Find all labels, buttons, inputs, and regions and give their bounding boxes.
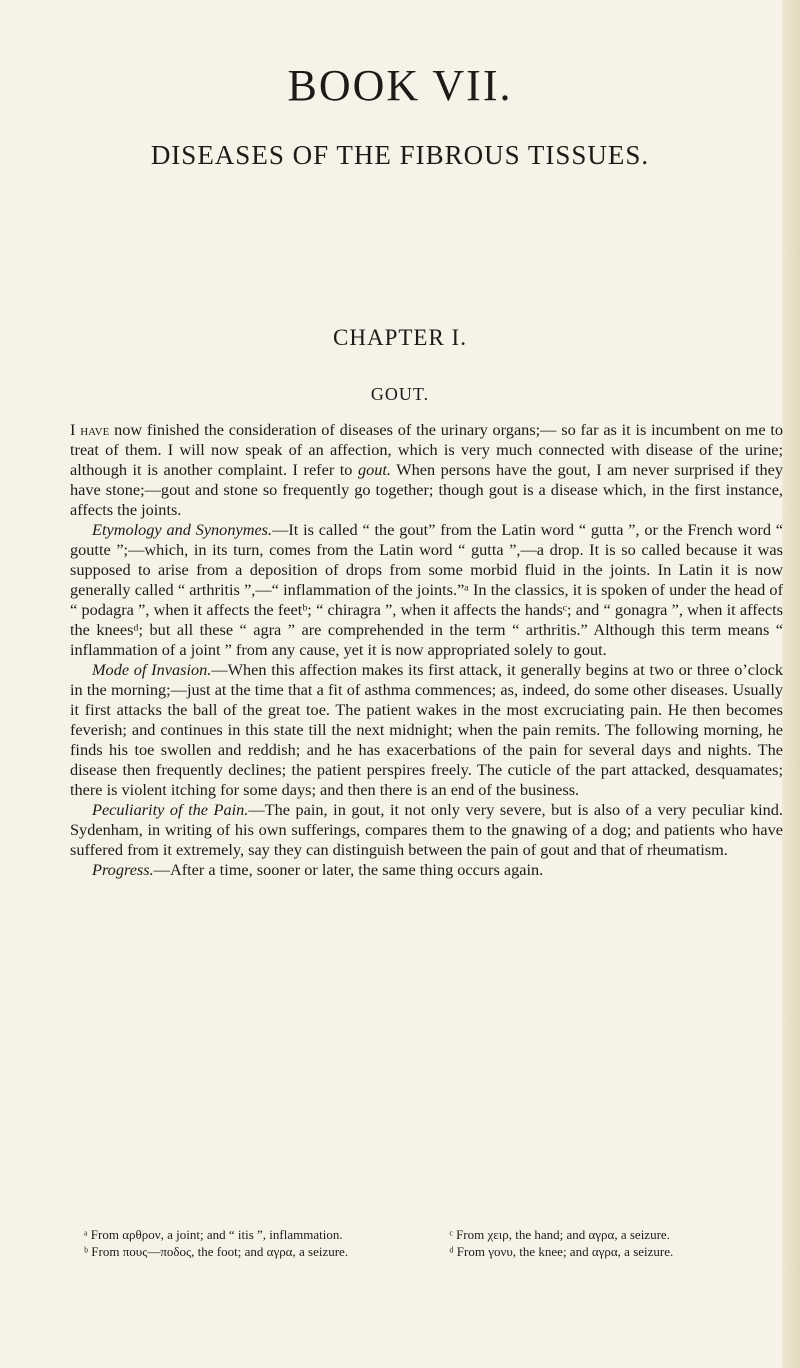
paragraph-pain: [70, 800, 783, 860]
intro-tail: When persons have the gout, I am never surprised if they have stone;—gout and stone so frequently go together; though gout is a disease which, in the first instance, affects the joints.: [70, 460, 784, 519]
footnotes-left: [70, 1226, 418, 1260]
footnotes-right: [436, 1226, 784, 1260]
book-title: BOOK VII.: [287, 61, 513, 110]
paragraph-progress: [70, 860, 783, 880]
pain-heading: Peculiarity of the Pain.: [92, 800, 249, 819]
page-edge: [782, 0, 800, 1368]
chapter-subject: GOUT.: [370, 384, 430, 404]
footnote-d: ᵈ From γονυ, the knee; and αγρα, a seizure.: [449, 1244, 674, 1259]
footnote-b: ᵇ From πους—ποδος, the foot; and αγρα, a seizure.: [84, 1244, 349, 1259]
footnote-c: ᶜ From χειρ, the hand; and αγρα, a seizure.: [449, 1227, 670, 1242]
progress-heading: Progress.: [92, 860, 154, 879]
body-text: [70, 420, 783, 880]
footnote-a: ᵃ From αρθρον, a joint; and “ itis ”, inflammation.: [84, 1227, 343, 1242]
intro-text: now finished the consideration of diseases of the urinary organs;— so far as it is incumbent on me to treat of them. I will now speak of an affection, which is very much connected with disease of the urine; although it is another complaint. I refer to: [70, 420, 783, 479]
chapter-number: CHAPTER I.: [333, 325, 467, 350]
progress-text: —After a time, sooner or later, the same thing occurs again.: [153, 860, 544, 879]
etymology-text: —It is called “ the gout” from the Latin word “ gutta ”, or the French word “ goutte ”;—which, in its turn, comes from the Latin word “ gutta ”,—a drop. It is so called because it was supposed to arise from a deposition of drops from some morbid fluid in the joints. In Latin it is now generally called “ arthritis ”,—“ inflammation of the joints.”ᵃ In the classics, it is spoken of under the head of “ podagra ”, when it affects the feetᵇ; “ chiragra ”, when it affects the handsᶜ; and “ gonagra ”, when it affects the kneesᵈ; but all these “ agra ” are comprehended in the term “ arthritis.” Although this term means “ inflammation of a joint ” from any cause, yet it is now appropriated solely to gout.: [70, 520, 783, 659]
pain-text: —The pain, in gout, it not only very severe, but is also of a very peculiar kind. Sydenham, in writing of his own sufferings, compares them to the gnawing of a dog; and patients who have suffered from it extremely, say they can distinguish between the pain of gout and that of rheumatism.: [70, 800, 783, 859]
paragraph-intro: [70, 420, 783, 520]
footnotes: [70, 1226, 783, 1260]
etymology-heading: Etymology and Synonymes.: [92, 520, 273, 539]
paragraph-invasion: [70, 660, 783, 800]
invasion-heading: Mode of Invasion.: [92, 660, 212, 679]
invasion-text: —When this affection makes its first attack, it generally begins at two or three o’clock in the morning;—just at the time that a fit of asthma commences; as, indeed, do some other diseases. Usually it first attacks the ball of the great toe. The patient wakes in the most excruciating pain. He then becomes feverish; and continues in this state till the next midnight; when the pain remits. The following morning, he finds his toe swollen and reddish; and he has exacerbations of the pain for several days and nights. The disease then frequently declines; the patient perspires freely. The cuticle of the part attacked, desquamates; there is violent itching for some days; and then there is an end of the business.: [70, 660, 784, 799]
part-title: DISEASES OF THE FIBROUS TISSUES.: [150, 140, 650, 170]
gout-term: gout.: [357, 460, 392, 479]
paragraph-etymology: [70, 520, 783, 660]
drop-lead: I have: [70, 420, 110, 439]
